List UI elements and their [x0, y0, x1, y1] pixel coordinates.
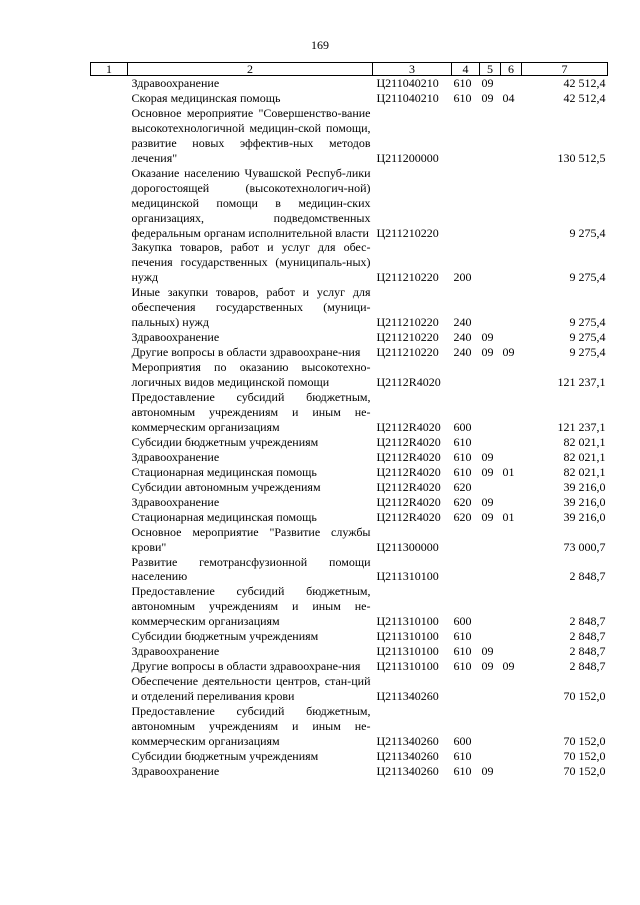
row-section: 09 — [481, 644, 494, 659]
row-section — [480, 584, 501, 629]
row-section — [480, 555, 501, 585]
row-name: Здравоохранение — [131, 76, 220, 90]
row-subsection — [501, 674, 522, 704]
row-target-article: Ц211210220 — [376, 270, 439, 285]
col1-cell — [91, 659, 128, 674]
row-target-article: Ц2112R4020 — [376, 494, 441, 509]
row-amount: 9 275,4 — [569, 345, 606, 360]
row-subsection: 01 — [502, 464, 515, 479]
row-expense-type: 240 — [453, 315, 472, 330]
table-row — [91, 76, 608, 91]
table-row — [91, 704, 608, 749]
col1-cell — [91, 764, 128, 779]
row-section — [480, 704, 501, 749]
row-section — [480, 285, 501, 330]
header-col-1: 1 — [91, 63, 128, 76]
row-subsection — [501, 480, 522, 495]
row-target-article: Ц211040210 — [376, 76, 439, 90]
table-row — [91, 644, 608, 659]
row-target-article: Ц211310100 — [376, 659, 439, 674]
col1-cell — [91, 584, 128, 629]
row-name: Оказание населению Чувашской Респуб-лики дорогостоящей (высокотехнологич-ной) медицинской помощи в медицин-ских организациях, подведомственных федеральным органам исполнительной власти — [131, 165, 371, 240]
row-target-article: Ц211200000 — [376, 150, 439, 165]
row-subsection — [501, 166, 522, 241]
table-row — [91, 345, 608, 360]
row-section — [480, 629, 501, 644]
row-amount: 82 021,1 — [563, 464, 606, 479]
row-name: Здравоохранение — [131, 449, 220, 464]
row-subsection — [501, 360, 522, 390]
table-row — [91, 525, 608, 555]
row-target-article: Ц211210220 — [376, 315, 439, 330]
row-expense-type: 610 — [453, 434, 472, 449]
table-row — [91, 166, 608, 241]
row-amount: 42 512,4 — [563, 76, 606, 90]
row-subsection — [501, 435, 522, 450]
row-section: 09 — [481, 494, 494, 509]
row-subsection: 09 — [502, 659, 515, 674]
row-name: Субсидии бюджетным учреждениям — [131, 629, 319, 644]
row-expense-type: 610 — [453, 659, 472, 674]
row-expense-type: 610 — [453, 644, 472, 659]
row-expense-type — [452, 360, 480, 390]
col1-cell — [91, 390, 128, 435]
row-amount: 70 152,0 — [563, 748, 606, 763]
col1-cell — [91, 480, 128, 495]
col1-cell — [91, 166, 128, 241]
row-amount: 42 512,4 — [563, 90, 606, 105]
row-subsection — [501, 749, 522, 764]
row-amount: 82 021,1 — [563, 449, 606, 464]
row-target-article: Ц211040210 — [376, 90, 439, 105]
col1-cell — [91, 465, 128, 480]
row-amount: 2 848,7 — [569, 629, 606, 644]
row-name: Стационарная медицинская помощь — [131, 464, 317, 479]
header-col-5: 5 — [480, 63, 501, 76]
col1-cell — [91, 91, 128, 106]
col1-cell — [91, 435, 128, 450]
col1-cell — [91, 330, 128, 345]
row-subsection — [501, 285, 522, 330]
row-section — [480, 106, 501, 166]
table-row — [91, 91, 608, 106]
row-amount: 73 000,7 — [563, 539, 606, 554]
row-subsection: 01 — [502, 509, 515, 524]
row-section — [480, 240, 501, 285]
row-amount: 2 848,7 — [569, 644, 606, 659]
row-target-article: Ц2112R4020 — [376, 419, 441, 434]
row-amount: 39 216,0 — [563, 509, 606, 524]
row-section: 09 — [481, 330, 494, 345]
col1-cell — [91, 629, 128, 644]
col1-cell — [91, 674, 128, 704]
table-row — [91, 330, 608, 345]
row-subsection — [501, 629, 522, 644]
row-section — [480, 749, 501, 764]
table-row — [91, 764, 608, 779]
row-section — [480, 360, 501, 390]
row-section — [480, 166, 501, 241]
row-subsection — [501, 240, 522, 285]
row-subsection — [501, 644, 522, 659]
row-name: Предоставление субсидий бюджетным, автономным учреждениям и иным не-коммерческим организациям — [131, 584, 371, 629]
col1-cell — [91, 345, 128, 360]
row-name: Субсидии автономным учреждениям — [131, 479, 321, 494]
header-col-7: 7 — [522, 63, 608, 76]
row-subsection: 04 — [502, 90, 515, 105]
row-amount: 39 216,0 — [563, 494, 606, 509]
row-amount: 121 237,1 — [557, 419, 606, 434]
table-row — [91, 390, 608, 435]
table-row — [91, 285, 608, 330]
table-row — [91, 480, 608, 495]
row-target-article: Ц211310100 — [376, 644, 439, 659]
row-name: Здравоохранение — [131, 330, 220, 345]
row-name: Мероприятия по оказанию высокотехно-логичных видов медицинской помощи — [131, 360, 371, 390]
header-col-6: 6 — [501, 63, 522, 76]
row-name: Стационарная медицинская помощь — [131, 509, 317, 524]
row-expense-type — [452, 525, 480, 555]
row-target-article: Ц211340260 — [376, 748, 439, 763]
table-row — [91, 659, 608, 674]
header-col-4: 4 — [452, 63, 480, 76]
row-target-article: Ц211340260 — [376, 763, 439, 778]
row-amount: 9 275,4 — [569, 315, 606, 330]
row-target-article: Ц2112R4020 — [376, 464, 441, 479]
row-expense-type: 610 — [453, 90, 472, 105]
row-expense-type — [452, 106, 480, 166]
table-row — [91, 629, 608, 644]
header-col-2: 2 — [128, 63, 373, 76]
col1-cell — [91, 644, 128, 659]
row-subsection — [501, 584, 522, 629]
row-subsection — [501, 390, 522, 435]
col1-cell — [91, 106, 128, 166]
row-expense-type — [452, 555, 480, 585]
row-subsection — [501, 764, 522, 779]
table-row — [91, 749, 608, 764]
row-name: Другие вопросы в области здравоохране-ния — [131, 345, 361, 360]
table-body — [91, 76, 608, 779]
row-amount: 121 237,1 — [557, 375, 606, 390]
row-section: 09 — [481, 345, 494, 360]
row-expense-type: 610 — [453, 763, 472, 778]
col1-cell — [91, 704, 128, 749]
table-row — [91, 674, 608, 704]
table-row — [91, 555, 608, 585]
row-amount: 2 848,7 — [569, 614, 606, 629]
table-row — [91, 240, 608, 285]
row-target-article: Ц2112R4020 — [376, 375, 441, 390]
row-expense-type: 610 — [453, 629, 472, 644]
row-section: 09 — [481, 449, 494, 464]
row-amount: 9 275,4 — [569, 270, 606, 285]
row-expense-type: 240 — [453, 330, 472, 345]
row-target-article: Ц211210220 — [376, 345, 439, 360]
row-target-article: Ц211210220 — [376, 225, 439, 240]
col1-cell — [91, 360, 128, 390]
table-row — [91, 435, 608, 450]
row-subsection — [501, 76, 522, 91]
row-subsection — [501, 450, 522, 465]
row-subsection: 09 — [502, 345, 515, 360]
col1-cell — [91, 555, 128, 585]
row-name: Основное мероприятие "Развитие службы крови" — [131, 524, 371, 554]
row-amount: 70 152,0 — [563, 689, 606, 704]
col1-cell — [91, 510, 128, 525]
row-expense-type: 620 — [453, 509, 472, 524]
row-expense-type: 600 — [453, 419, 472, 434]
table-row — [91, 510, 608, 525]
row-section — [480, 435, 501, 450]
row-subsection — [501, 704, 522, 749]
table-row — [91, 450, 608, 465]
col1-cell — [91, 240, 128, 285]
row-expense-type — [452, 166, 480, 241]
row-amount: 9 275,4 — [569, 225, 606, 240]
row-amount: 9 275,4 — [569, 330, 606, 345]
table-row — [91, 106, 608, 166]
row-expense-type: 610 — [453, 76, 472, 90]
col1-cell — [91, 285, 128, 330]
row-amount: 2 848,7 — [569, 659, 606, 674]
row-section: 09 — [481, 659, 494, 674]
row-name: Основное мероприятие "Совершенство-вание высокотехнологичной медицин-ской помощи, развитие новых эффектив-ных методов лечения" — [131, 105, 371, 165]
col1-cell — [91, 749, 128, 764]
header-row — [91, 63, 608, 76]
row-section — [480, 525, 501, 555]
row-name: Предоставление субсидий бюджетным, автономным учреждениям и иным не-коммерческим организациям — [131, 390, 371, 434]
row-expense-type: 600 — [453, 614, 472, 629]
row-section — [480, 390, 501, 435]
row-expense-type: 620 — [453, 494, 472, 509]
row-name: Здравоохранение — [131, 644, 220, 659]
row-amount: 70 152,0 — [563, 763, 606, 778]
row-target-article: Ц2112R4020 — [376, 449, 441, 464]
row-amount: 2 848,7 — [569, 569, 606, 584]
col1-cell — [91, 76, 128, 91]
row-name: Здравоохранение — [131, 494, 220, 509]
row-name: Предоставление субсидий бюджетным, автономным учреждениям и иным не-коммерческим организациям — [131, 704, 371, 748]
row-subsection — [501, 525, 522, 555]
row-name: Закупка товаров, работ и услуг для обес-печения государственных (муниципаль-ных) нужд — [131, 240, 371, 285]
row-target-article: Ц211310100 — [376, 614, 439, 629]
row-expense-type: 240 — [453, 345, 472, 360]
col1-cell — [91, 495, 128, 510]
row-name: Иные закупки товаров, работ и услуг для обеспечения государственных (муници-пальных) нужд — [131, 285, 371, 330]
row-section: 09 — [481, 76, 494, 90]
row-amount: 82 021,1 — [563, 434, 606, 449]
row-target-article: Ц211340260 — [376, 689, 439, 704]
budget-table — [90, 62, 608, 779]
row-subsection — [501, 330, 522, 345]
row-name: Здравоохранение — [131, 763, 220, 778]
row-name: Скорая медицинская помощь — [131, 90, 281, 105]
header-col-3: 3 — [373, 63, 452, 76]
row-section — [480, 674, 501, 704]
table-row — [91, 584, 608, 629]
row-name: Другие вопросы в области здравоохране-ния — [131, 659, 361, 674]
row-section — [480, 480, 501, 495]
row-section: 09 — [481, 509, 494, 524]
row-target-article: Ц211310100 — [376, 629, 439, 644]
row-target-article: Ц211210220 — [376, 330, 439, 345]
row-expense-type: 600 — [453, 733, 472, 748]
row-subsection — [501, 106, 522, 166]
table-row — [91, 495, 608, 510]
row-section: 09 — [481, 90, 494, 105]
row-expense-type — [452, 674, 480, 704]
col1-cell — [91, 450, 128, 465]
row-expense-type: 610 — [453, 748, 472, 763]
row-section: 09 — [481, 763, 494, 778]
row-amount: 39 216,0 — [563, 479, 606, 494]
table-row — [91, 465, 608, 480]
row-subsection — [501, 495, 522, 510]
row-target-article: Ц211340260 — [376, 733, 439, 748]
row-expense-type: 200 — [453, 270, 472, 285]
row-target-article: Ц211300000 — [376, 539, 439, 554]
row-amount: 70 152,0 — [563, 733, 606, 748]
table-row — [91, 360, 608, 390]
row-target-article: Ц211310100 — [376, 569, 439, 584]
row-name: Субсидии бюджетным учреждениям — [131, 748, 319, 763]
row-expense-type: 610 — [453, 464, 472, 479]
row-name: Обеспечение деятельности центров, стан-ций и отделений переливания крови — [131, 674, 371, 704]
row-name: Субсидии бюджетным учреждениям — [131, 434, 319, 449]
row-target-article: Ц2112R4020 — [376, 434, 441, 449]
row-expense-type: 610 — [453, 449, 472, 464]
row-target-article: Ц2112R4020 — [376, 509, 441, 524]
row-target-article: Ц2112R4020 — [376, 479, 441, 494]
row-section: 09 — [481, 464, 494, 479]
row-name: Развитие гемотрансфузионной помощи населению — [131, 554, 371, 584]
page-number: 169 — [311, 38, 329, 52]
row-subsection — [501, 555, 522, 585]
col1-cell — [91, 525, 128, 555]
row-expense-type: 620 — [453, 479, 472, 494]
row-amount: 130 512,5 — [557, 150, 606, 165]
